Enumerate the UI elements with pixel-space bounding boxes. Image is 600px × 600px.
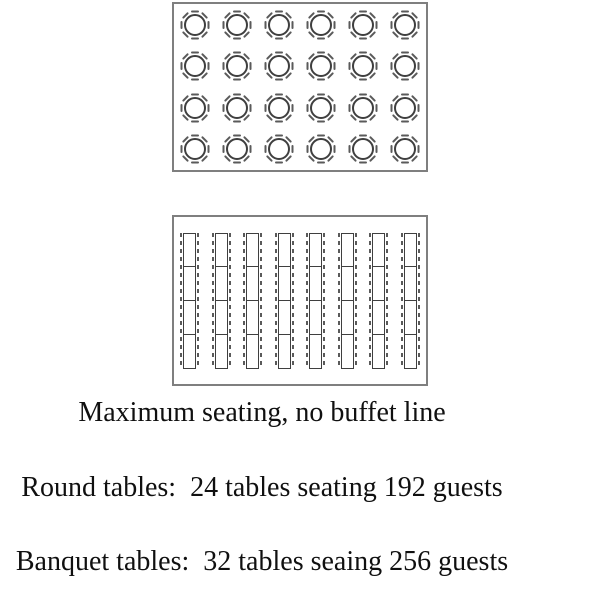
chair-icon xyxy=(208,21,210,29)
chair-icon xyxy=(349,62,351,70)
round-table xyxy=(348,10,378,40)
chair-icon xyxy=(334,145,336,153)
round-table-top xyxy=(310,55,332,77)
chair-icon xyxy=(307,104,309,112)
round-table xyxy=(348,51,378,81)
round-table-top xyxy=(226,14,248,36)
banquet-table xyxy=(342,301,353,335)
banquet-table xyxy=(247,335,258,368)
chair-icon xyxy=(181,145,183,153)
banquet-table xyxy=(310,301,321,335)
round-table xyxy=(222,51,252,81)
round-tables-room xyxy=(172,2,428,172)
chair-icon xyxy=(250,145,252,153)
round-table-top xyxy=(352,55,374,77)
banquet-table xyxy=(184,234,195,268)
chair-icon xyxy=(359,93,367,95)
chair-icon xyxy=(391,62,393,70)
caption-banquet-summary: Banquet tables: 32 tables seaing 256 guests xyxy=(15,546,509,577)
chair-icon xyxy=(223,21,225,29)
round-table xyxy=(390,134,420,164)
chair-icon xyxy=(292,21,294,29)
round-table xyxy=(348,134,378,164)
chair-icon xyxy=(418,62,420,70)
chair-icon xyxy=(191,10,199,12)
banquet-table xyxy=(184,267,195,301)
round-table xyxy=(222,134,252,164)
round-table-top xyxy=(310,138,332,160)
caption-title: Maximum seating, no buffet line xyxy=(78,397,446,428)
round-table-top xyxy=(352,14,374,36)
round-table xyxy=(390,93,420,123)
chair-icon xyxy=(401,120,409,122)
chair-icon xyxy=(275,37,283,39)
chair-icon xyxy=(376,145,378,153)
banquet-table xyxy=(405,267,416,301)
chair-icon xyxy=(233,93,241,95)
chair-icon xyxy=(233,162,241,164)
chair-icon xyxy=(275,135,283,137)
banquet-table xyxy=(279,301,290,335)
banquet-table xyxy=(373,267,384,301)
chair-icon xyxy=(334,104,336,112)
chair-icon xyxy=(208,145,210,153)
chair-icon xyxy=(181,21,183,29)
round-table-top xyxy=(394,14,416,36)
round-table xyxy=(180,51,210,81)
banquet-table-column xyxy=(278,233,291,369)
chair-icon xyxy=(265,62,267,70)
round-table-top xyxy=(268,14,290,36)
banquet-table xyxy=(310,267,321,301)
chair-icon xyxy=(292,62,294,70)
chair-icon xyxy=(418,104,420,112)
round-table-top xyxy=(268,97,290,119)
chair-icon xyxy=(191,120,199,122)
chair-icon xyxy=(191,79,199,81)
round-table xyxy=(264,134,294,164)
round-table xyxy=(222,93,252,123)
round-table-top xyxy=(268,138,290,160)
chair-icon xyxy=(317,37,325,39)
round-table xyxy=(390,51,420,81)
chair-icon xyxy=(208,104,210,112)
banquet-table xyxy=(184,335,195,368)
chair-icon xyxy=(349,145,351,153)
chair-icon xyxy=(317,120,325,122)
chair-icon xyxy=(223,104,225,112)
chair-icon xyxy=(191,162,199,164)
banquet-table-column xyxy=(215,233,228,369)
banquet-table xyxy=(216,335,227,368)
banquet-table xyxy=(216,234,227,268)
chair-icon xyxy=(401,135,409,137)
round-table-top xyxy=(184,55,206,77)
round-table xyxy=(390,10,420,40)
banquet-table xyxy=(405,301,416,335)
round-table xyxy=(306,93,336,123)
chair-icon xyxy=(265,145,267,153)
chair-icon xyxy=(317,52,325,54)
round-table xyxy=(222,10,252,40)
chair-icon xyxy=(181,104,183,112)
caption-round-summary: Round tables: 24 tables seating 192 guests xyxy=(21,472,503,503)
round-table-top xyxy=(352,138,374,160)
chair-icon xyxy=(275,93,283,95)
chair-icon xyxy=(391,145,393,153)
chair-icon xyxy=(317,10,325,12)
chair-icon xyxy=(223,62,225,70)
chair-icon xyxy=(191,93,199,95)
round-table-top xyxy=(226,138,248,160)
chair-icon xyxy=(181,62,183,70)
round-table xyxy=(264,10,294,40)
chair-icon xyxy=(349,21,351,29)
chair-icon xyxy=(317,93,325,95)
chair-icon xyxy=(233,79,241,81)
round-table-top xyxy=(352,97,374,119)
chair-icon xyxy=(250,21,252,29)
chair-icon xyxy=(401,79,409,81)
chair-icon xyxy=(401,162,409,164)
banquet-table xyxy=(405,335,416,368)
round-table xyxy=(264,93,294,123)
banquet-table-column xyxy=(246,233,259,369)
banquet-table xyxy=(342,335,353,368)
round-table-top xyxy=(226,97,248,119)
round-table-top xyxy=(310,97,332,119)
round-table-top xyxy=(184,97,206,119)
chair-icon xyxy=(376,21,378,29)
banquet-table xyxy=(247,234,258,268)
banquet-table-column xyxy=(404,233,417,369)
banquet-table xyxy=(279,234,290,268)
chair-icon xyxy=(349,104,351,112)
chair-icon xyxy=(359,120,367,122)
banquet-table-column xyxy=(309,233,322,369)
chair-icon xyxy=(275,120,283,122)
chair-icon xyxy=(275,162,283,164)
chair-icon xyxy=(223,145,225,153)
chair-icon xyxy=(275,52,283,54)
banquet-table-column xyxy=(341,233,354,369)
chair-icon xyxy=(233,37,241,39)
chair-icon xyxy=(359,10,367,12)
round-table xyxy=(306,51,336,81)
chair-icon xyxy=(307,21,309,29)
round-table-top xyxy=(184,138,206,160)
chair-icon xyxy=(233,10,241,12)
chair-icon xyxy=(317,135,325,137)
round-table-top xyxy=(184,14,206,36)
banquet-table xyxy=(247,301,258,335)
chair-icon xyxy=(307,62,309,70)
banquet-table xyxy=(373,335,384,368)
chair-icon xyxy=(376,62,378,70)
chair-icon xyxy=(250,62,252,70)
chair-icon xyxy=(191,37,199,39)
chair-icon xyxy=(292,145,294,153)
chair-icon xyxy=(307,145,309,153)
round-table-top xyxy=(226,55,248,77)
banquet-table xyxy=(184,301,195,335)
chair-icon xyxy=(401,10,409,12)
banquet-table xyxy=(279,335,290,368)
chair-icon xyxy=(401,93,409,95)
chair-icon xyxy=(359,52,367,54)
chair-icon xyxy=(334,21,336,29)
banquet-table-column xyxy=(183,233,196,369)
chair-icon xyxy=(275,79,283,81)
chair-icon xyxy=(265,104,267,112)
round-table xyxy=(180,134,210,164)
round-table-top xyxy=(394,97,416,119)
banquet-table xyxy=(342,234,353,268)
round-table xyxy=(180,10,210,40)
banquet-table xyxy=(373,234,384,268)
chair-icon xyxy=(401,37,409,39)
round-table xyxy=(264,51,294,81)
chair-icon xyxy=(208,62,210,70)
chair-icon xyxy=(418,21,420,29)
banquet-table-column xyxy=(372,233,385,369)
chair-icon xyxy=(233,120,241,122)
chair-icon xyxy=(265,21,267,29)
round-table xyxy=(348,93,378,123)
chair-icon xyxy=(233,135,241,137)
chair-icon xyxy=(391,104,393,112)
chair-icon xyxy=(191,52,199,54)
banquet-table xyxy=(373,301,384,335)
chair-icon xyxy=(334,62,336,70)
banquet-table xyxy=(342,267,353,301)
chair-icon xyxy=(391,21,393,29)
banquet-table xyxy=(216,301,227,335)
chair-icon xyxy=(359,135,367,137)
round-table-top xyxy=(394,55,416,77)
chair-icon xyxy=(418,145,420,153)
banquet-table xyxy=(247,267,258,301)
round-table-top xyxy=(310,14,332,36)
chair-icon xyxy=(376,104,378,112)
chair-icon xyxy=(275,10,283,12)
chair-icon xyxy=(359,162,367,164)
chair-icon xyxy=(359,37,367,39)
round-table-top xyxy=(268,55,290,77)
round-table xyxy=(180,93,210,123)
chair-icon xyxy=(317,79,325,81)
chair-icon xyxy=(401,52,409,54)
banquet-table xyxy=(405,234,416,268)
chair-icon xyxy=(317,162,325,164)
round-table xyxy=(306,10,336,40)
chair-icon xyxy=(191,135,199,137)
banquet-table xyxy=(216,267,227,301)
round-table-top xyxy=(394,138,416,160)
chair-icon xyxy=(292,104,294,112)
banquet-table xyxy=(279,267,290,301)
chair-icon xyxy=(359,79,367,81)
banquet-table xyxy=(310,234,321,268)
chair-icon xyxy=(250,104,252,112)
banquet-table xyxy=(310,335,321,368)
chair-icon xyxy=(233,52,241,54)
banquet-tables-room xyxy=(172,215,428,386)
round-table xyxy=(306,134,336,164)
